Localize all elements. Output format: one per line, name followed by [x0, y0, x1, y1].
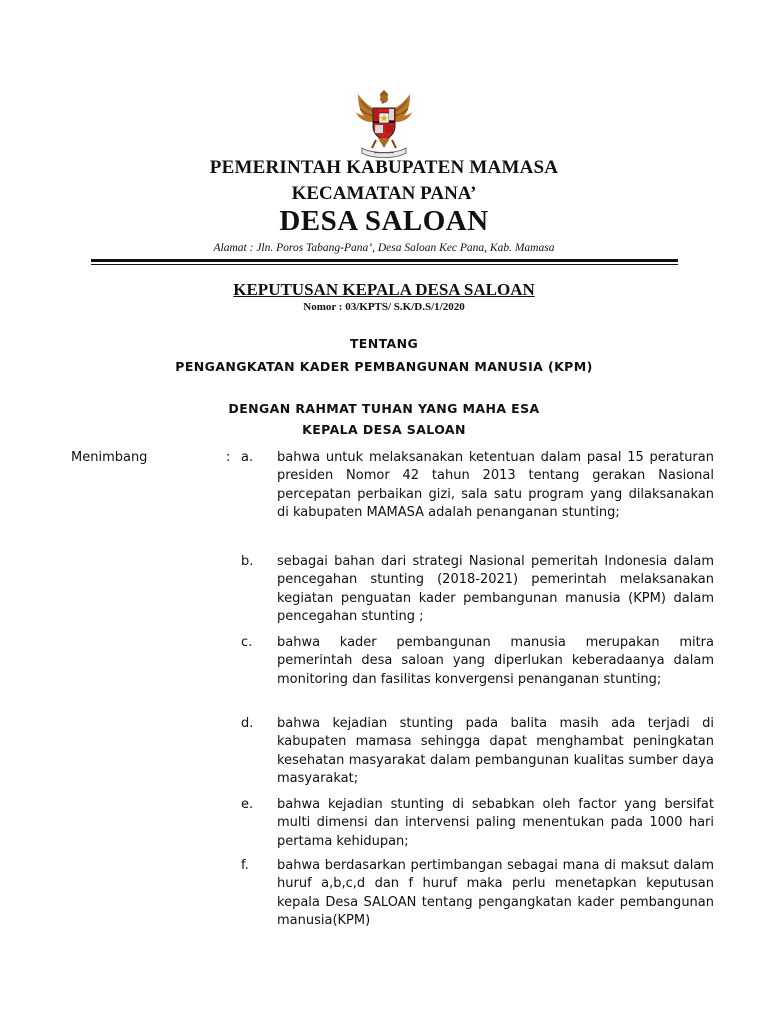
- letterhead-rule-thin: [91, 264, 678, 265]
- district-name: KECAMATAN PANA’: [291, 183, 477, 204]
- considering-colon: :: [226, 450, 231, 465]
- list-item-letter: b.: [241, 554, 254, 569]
- village-name: DESA SALOAN: [279, 205, 489, 237]
- list-item-letter: d.: [241, 716, 254, 731]
- list-item-letter: a.: [241, 450, 254, 465]
- list-item-text: bahwa untuk melaksanakan ketentuan dalam pasal 15 peraturan presiden Nomor 42 tahun 2013 tentang gerakan Nasional percepatan perbaikan gizi, sala satu program yang dilaksanakan di kabupaten MAMASA adalah penanganan stunting;: [277, 450, 714, 521]
- considering-label: Menimbang: [71, 450, 148, 465]
- government-name: PEMERINTAH KABUPATEN MAMASA: [209, 157, 559, 178]
- about-heading: TENTANG: [349, 336, 419, 351]
- decision-number: Nomor : 03/KPTS/ S.K/D.S/1/2020: [303, 301, 465, 313]
- decision-title: KEPUTUSAN KEPALA DESA SALOAN: [233, 280, 535, 299]
- invocation-heading: DENGAN RAHMAT TUHAN YANG MAHA ESA: [228, 401, 540, 416]
- list-item-text: bahwa kader pembangunan manusia merupakan mitra pemerintah desa saloan yang diperlukan keberadaanya dalam monitoring dan fasilitas konvergensi penanganan stunting;: [277, 635, 714, 687]
- garuda-emblem-icon: [352, 90, 416, 160]
- list-item-letter: e.: [241, 797, 254, 812]
- list-item-text: bahwa kejadian stunting di sebabkan oleh factor yang bersifat multi dimensi dan intervensi paling menentukan pada 1000 hari pertama kehidupan;: [277, 797, 714, 849]
- list-item-text: sebagai bahan dari strategi Nasional pemeritah Indonesia dalam pencegahan stunting (2018-2021) pemerintah melaksanakan kegiatan penguatan kader pembangunan manusia (KPM) dalam pencegahan stunting ;: [277, 554, 714, 625]
- issuer-heading: KEPALA DESA SALOAN: [302, 422, 466, 437]
- list-item-text: bahwa kejadian stunting pada balita masih ada terjadi di kabupaten mamasa sehingga dapat menghambat peningkatan kesehatan masyarakat dalam pembangunan kualitas sumber daya masyarakat;: [277, 716, 714, 787]
- letterhead-rule-thick: [91, 259, 678, 262]
- subject-heading: PENGANGKATAN KADER PEMBANGUNAN MANUSIA (KPM): [175, 359, 593, 374]
- list-item-letter: f.: [241, 858, 249, 873]
- list-item-text: bahwa berdasarkan pertimbangan sebagai mana di maksut dalam huruf a,b,c,d dan f huruf maka perlu menetapkan keputusan kepala Desa SALOAN tentang pengangkatan kader pembangunan manusia(KPM): [277, 858, 714, 929]
- list-item-letter: c.: [241, 635, 253, 650]
- address-line: Alamat : Jln. Poros Tabang-Pana’, Desa Saloan Kec Pana, Kab. Mamasa: [213, 242, 555, 254]
